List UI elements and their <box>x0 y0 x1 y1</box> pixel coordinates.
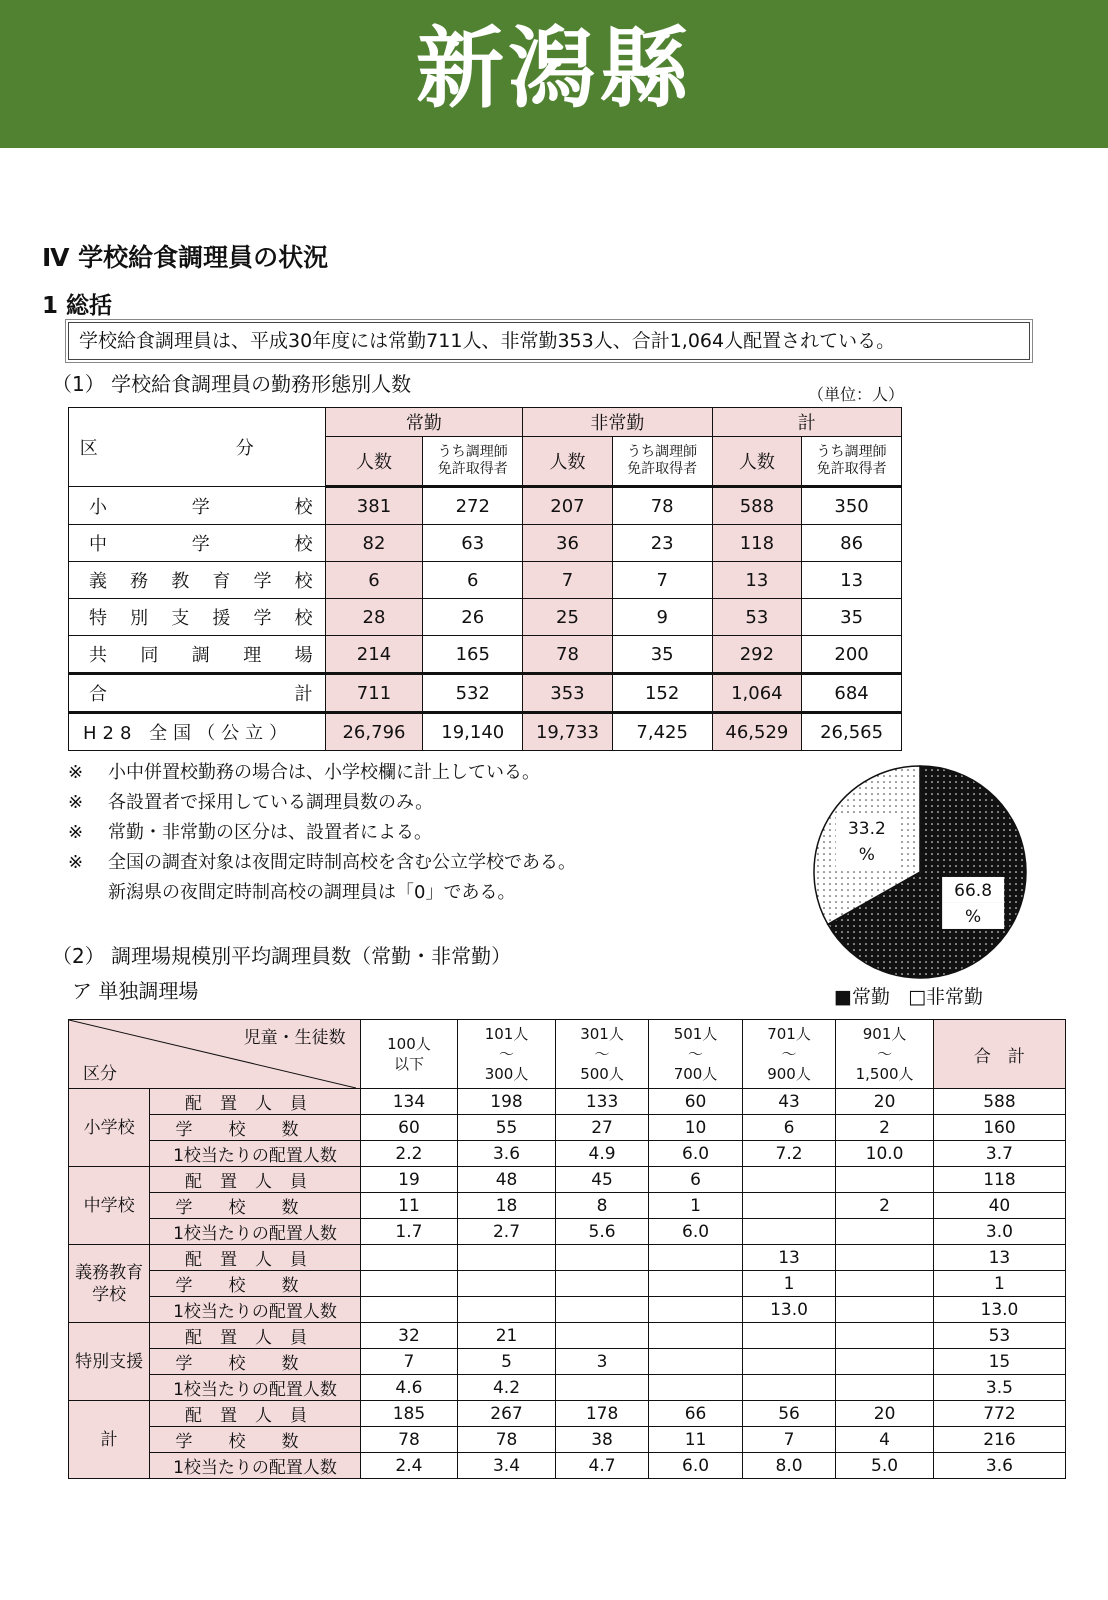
group-header-total: 計 <box>712 408 901 437</box>
group-header-parttime: 非常勤 <box>523 408 712 437</box>
table-cell <box>742 1193 836 1219</box>
table-cell: 3.4 <box>458 1453 556 1479</box>
table-cell: 3.6 <box>933 1453 1065 1479</box>
table2-title: （2） 調理場規模別平均調理員数（常勤・非常勤） <box>52 944 512 968</box>
table-row <box>69 636 902 674</box>
note-1: ※ 小中併置校勤務の場合は、小学校欄に計上している。 <box>68 762 540 783</box>
table-cell: 4.9 <box>555 1141 649 1167</box>
table-cell <box>836 1297 934 1323</box>
table-cell: 160 <box>933 1115 1065 1141</box>
table-cell: 35 <box>612 636 712 674</box>
table-cell: 60 <box>360 1115 458 1141</box>
table-cell <box>836 1323 934 1349</box>
table-cell: 4 <box>836 1427 934 1453</box>
table-cell: 9 <box>612 599 712 636</box>
table2-subtitle: ア 単独調理場 <box>72 979 199 1003</box>
table-cell: 18 <box>458 1193 556 1219</box>
row-label: 学校数 <box>150 1427 360 1453</box>
table-cell: 8.0 <box>742 1453 836 1479</box>
col-head-6: 901人 ～ 1,500人 <box>836 1020 934 1089</box>
table-row <box>69 1245 1066 1271</box>
table-cell: 1 <box>742 1271 836 1297</box>
group-label: 義務教育学校 <box>69 1245 150 1323</box>
table-cell: 28 <box>325 599 423 636</box>
corner-bottom-label: 区分 <box>83 1064 117 1084</box>
table-cell: 10 <box>649 1115 743 1141</box>
subheader-count: 人数 <box>712 437 802 487</box>
table-cell: 6 <box>742 1115 836 1141</box>
table-cell <box>649 1323 743 1349</box>
col-head-3: 301人 ～ 500人 <box>555 1020 649 1089</box>
table-cell: 3 <box>555 1349 649 1375</box>
table-cell <box>742 1323 836 1349</box>
table-cell <box>742 1167 836 1193</box>
table-cell: 10.0 <box>836 1141 934 1167</box>
table-cell: 216 <box>933 1427 1065 1453</box>
pie-data-label: 33.2 <box>847 819 886 840</box>
table-cell <box>458 1297 556 1323</box>
table-row <box>69 1401 1066 1427</box>
table-cell: 13 <box>802 562 902 599</box>
table-cell: 684 <box>802 674 902 713</box>
subheader-licensed: うち調理師 免許取得者 <box>802 437 902 487</box>
row-label: 義務教育学校 <box>69 562 326 599</box>
table-cell: 82 <box>325 525 423 562</box>
table-cell <box>742 1219 836 1245</box>
table-cell: 26 <box>423 599 523 636</box>
table-cell: 7.2 <box>742 1141 836 1167</box>
table-cell: 200 <box>802 636 902 674</box>
table-cell <box>360 1245 458 1271</box>
table-cell: 53 <box>933 1323 1065 1349</box>
table-cell: 20 <box>836 1089 934 1115</box>
legend-parttime: □非常勤 <box>908 986 984 1008</box>
table-cell <box>836 1219 934 1245</box>
table-cell: 267 <box>458 1401 556 1427</box>
table-cell: 588 <box>933 1089 1065 1115</box>
row-label: 1校当たりの配置人数 <box>150 1375 360 1401</box>
table-cell: 43 <box>742 1089 836 1115</box>
table-cell: 6 <box>325 562 423 599</box>
table-row <box>69 599 902 636</box>
table-cell <box>649 1271 743 1297</box>
table-cell: 4.2 <box>458 1375 556 1401</box>
table-cell: 78 <box>523 636 613 674</box>
table-cell: 7 <box>742 1427 836 1453</box>
table-cell: 78 <box>612 487 712 525</box>
table-cell: 78 <box>360 1427 458 1453</box>
table-cell <box>555 1375 649 1401</box>
table-cell: 350 <box>802 487 902 525</box>
table-cell: 4.7 <box>555 1453 649 1479</box>
row-label: 配置人員 <box>150 1401 360 1427</box>
subsection-heading: 1 総括 <box>42 293 113 319</box>
table-cell: 19 <box>360 1167 458 1193</box>
table-cell: 198 <box>458 1089 556 1115</box>
table-row <box>69 1453 1066 1479</box>
table-cell: 6.0 <box>649 1219 743 1245</box>
corner-header <box>69 1020 361 1089</box>
table-cell <box>649 1245 743 1271</box>
table-row <box>69 1167 1066 1193</box>
summary-box: 学校給食調理員は、平成30年度には常勤711人、非常勤353人、合計1,064人配置されている。 <box>68 322 1030 360</box>
corner-top-label: 児童・生徒数 <box>243 1028 346 1048</box>
table-cell: 7,425 <box>612 713 712 751</box>
table-row <box>69 1375 1066 1401</box>
table-cell: 15 <box>933 1349 1065 1375</box>
row-label: 配置人員 <box>150 1167 360 1193</box>
table-cell <box>836 1271 934 1297</box>
row-label: 配置人員 <box>150 1089 360 1115</box>
table-cell: 19,733 <box>523 713 613 751</box>
table-row <box>69 525 902 562</box>
subheader-licensed: うち調理師 免許取得者 <box>423 437 523 487</box>
table-cell: 3.0 <box>933 1219 1065 1245</box>
table-cell: 55 <box>458 1115 556 1141</box>
note-2: ※ 各設置者で採用している調理員数のみ。 <box>68 792 434 813</box>
table-cell <box>836 1167 934 1193</box>
row-label: 1校当たりの配置人数 <box>150 1219 360 1245</box>
col-header-category: 区 分 <box>69 408 326 487</box>
table-cell <box>836 1349 934 1375</box>
table-cell: 19,140 <box>423 713 523 751</box>
table-cell: 2.4 <box>360 1453 458 1479</box>
group-label: 計 <box>69 1401 150 1479</box>
table-cell: 13.0 <box>742 1297 836 1323</box>
table-cell <box>649 1297 743 1323</box>
table-cell: 272 <box>423 487 523 525</box>
table-cell: 38 <box>555 1427 649 1453</box>
table-cell: 532 <box>423 674 523 713</box>
row-label: 1校当たりの配置人数 <box>150 1453 360 1479</box>
table-cell: 214 <box>325 636 423 674</box>
col-head-2: 101人 ～ 300人 <box>458 1020 556 1089</box>
row-label: 特別支援学校 <box>69 599 326 636</box>
table-cell <box>555 1323 649 1349</box>
table-cell: 45 <box>555 1167 649 1193</box>
table-cell: 11 <box>649 1427 743 1453</box>
table-cell: 56 <box>742 1401 836 1427</box>
table-cell: 2.2 <box>360 1141 458 1167</box>
table-cell: 2.7 <box>458 1219 556 1245</box>
table-cell: 66 <box>649 1401 743 1427</box>
table-cell: 7 <box>360 1349 458 1375</box>
row-label: 配置人員 <box>150 1245 360 1271</box>
table-cell: 118 <box>933 1167 1065 1193</box>
note-3: ※ 常勤・非常勤の区分は、設置者による。 <box>68 822 432 843</box>
table-cell <box>742 1375 836 1401</box>
table-cell <box>836 1375 934 1401</box>
table-cell: 6.0 <box>649 1141 743 1167</box>
row-label: 1校当たりの配置人数 <box>150 1297 360 1323</box>
table-cell <box>360 1271 458 1297</box>
table-row <box>69 1349 1066 1375</box>
group-label: 小学校 <box>69 1089 150 1167</box>
table-row <box>69 1427 1066 1453</box>
table-row <box>69 1141 1066 1167</box>
header-banner <box>0 0 1108 148</box>
table-cell: 6 <box>649 1167 743 1193</box>
group-label: 中学校 <box>69 1167 150 1245</box>
table-cell: 13 <box>712 562 802 599</box>
table-cell: 13.0 <box>933 1297 1065 1323</box>
table-row <box>69 487 902 525</box>
employment-pie-chart <box>810 762 1030 982</box>
subheader-licensed: うち調理師 免許取得者 <box>612 437 712 487</box>
table-cell <box>555 1245 649 1271</box>
table-row <box>69 1323 1066 1349</box>
subheader-count: 人数 <box>523 437 613 487</box>
table-cell <box>360 1297 458 1323</box>
note-4: ※ 全国の調査対象は夜間定時制高校を含む公立学校である。 <box>68 852 576 873</box>
table-cell: 21 <box>458 1323 556 1349</box>
pie-data-label: % <box>965 906 982 927</box>
table-cell: 25 <box>523 599 613 636</box>
table-cell: 1.7 <box>360 1219 458 1245</box>
row-label: 学校数 <box>150 1115 360 1141</box>
table-cell: 11 <box>360 1193 458 1219</box>
table-cell <box>836 1245 934 1271</box>
table-cell: 20 <box>836 1401 934 1427</box>
table-cell: 2 <box>836 1193 934 1219</box>
section-heading: Ⅳ 学校給食調理員の状況 <box>42 243 329 272</box>
table-cell: 152 <box>612 674 712 713</box>
row-label: 学校数 <box>150 1193 360 1219</box>
table-cell: 165 <box>423 636 523 674</box>
group-header-fulltime: 常勤 <box>325 408 523 437</box>
table-cell: 133 <box>555 1089 649 1115</box>
table-cell: 6 <box>423 562 523 599</box>
table-cell: 178 <box>555 1401 649 1427</box>
table-cell: 772 <box>933 1401 1065 1427</box>
table-cell: 32 <box>360 1323 458 1349</box>
table-cell: 46,529 <box>712 713 802 751</box>
table-cell: 26,796 <box>325 713 423 751</box>
table-cell: 86 <box>802 525 902 562</box>
table-row <box>69 1297 1066 1323</box>
table-cell: 7 <box>523 562 613 599</box>
table-cell: 3.5 <box>933 1375 1065 1401</box>
table-cell: 118 <box>712 525 802 562</box>
unit-label: （単位：人） <box>808 385 905 404</box>
table-cell: 8 <box>555 1193 649 1219</box>
table-cell: 63 <box>423 525 523 562</box>
table-cell <box>458 1271 556 1297</box>
table-cell: 60 <box>649 1089 743 1115</box>
legend-fulltime: ■常勤 <box>834 986 890 1008</box>
row-label: 小学校 <box>69 487 326 525</box>
table-cell: 40 <box>933 1193 1065 1219</box>
table-cell <box>555 1297 649 1323</box>
row-label: 共同調理場 <box>69 636 326 674</box>
col-head-1: 100人 以下 <box>360 1020 458 1089</box>
table-cell: 5.6 <box>555 1219 649 1245</box>
col-head-4: 501人 ～ 700人 <box>649 1020 743 1089</box>
table-cell: 35 <box>802 599 902 636</box>
table-cell: 7 <box>612 562 712 599</box>
table-cell: 292 <box>712 636 802 674</box>
table1-title: （1） 学校給食調理員の勤務形態別人数 <box>52 372 412 396</box>
table-cell: 78 <box>458 1427 556 1453</box>
prefecture-title: 新潟縣 <box>415 17 692 120</box>
table-cell <box>742 1349 836 1375</box>
table-cell: 4.6 <box>360 1375 458 1401</box>
table-cell: 185 <box>360 1401 458 1427</box>
row-label: 中学校 <box>69 525 326 562</box>
table-row <box>69 1193 1066 1219</box>
table-row <box>69 1089 1066 1115</box>
table-cell: 27 <box>555 1115 649 1141</box>
table-cell: 53 <box>712 599 802 636</box>
note-5: 新潟県の夜間定時制高校の調理員は「0」である。 <box>108 882 516 903</box>
table-cell: 3.7 <box>933 1141 1065 1167</box>
table-cell: 13 <box>933 1245 1065 1271</box>
table-cell: 5.0 <box>836 1453 934 1479</box>
kitchen-size-table <box>68 1019 1066 1479</box>
table-cell: 23 <box>612 525 712 562</box>
pie-legend <box>834 982 983 1009</box>
col-head-total: 合 計 <box>933 1020 1065 1089</box>
pie-data-label: 66.8 <box>954 880 993 901</box>
table-cell <box>458 1245 556 1271</box>
table-cell: 6.0 <box>649 1453 743 1479</box>
table-row <box>69 562 902 599</box>
table-cell: 36 <box>523 525 613 562</box>
table-cell: 1,064 <box>712 674 802 713</box>
table-cell: 353 <box>523 674 613 713</box>
table-cell: 381 <box>325 487 423 525</box>
table-cell <box>649 1349 743 1375</box>
row-label: 学校数 <box>150 1271 360 1297</box>
table-cell: 3.6 <box>458 1141 556 1167</box>
col-head-5: 701人 ～ 900人 <box>742 1020 836 1089</box>
table-cell: 588 <box>712 487 802 525</box>
row-label: 1校当たりの配置人数 <box>150 1141 360 1167</box>
table-cell: 2 <box>836 1115 934 1141</box>
table-cell: 13 <box>742 1245 836 1271</box>
table-row <box>69 1115 1066 1141</box>
staff-by-employment-table <box>68 407 902 751</box>
table-cell <box>555 1271 649 1297</box>
table-cell: 26,565 <box>802 713 902 751</box>
table-row <box>69 674 902 713</box>
table-row <box>69 1219 1066 1245</box>
table-cell: 207 <box>523 487 613 525</box>
row-label: 配置人員 <box>150 1323 360 1349</box>
row-label: H28 全国（公立） <box>69 713 326 751</box>
table-row <box>69 713 902 751</box>
table-cell: 134 <box>360 1089 458 1115</box>
pie-data-label: % <box>858 845 875 866</box>
table-cell: 48 <box>458 1167 556 1193</box>
row-label: 学校数 <box>150 1349 360 1375</box>
subheader-count: 人数 <box>325 437 423 487</box>
table-cell: 711 <box>325 674 423 713</box>
table-cell <box>649 1375 743 1401</box>
table-cell: 5 <box>458 1349 556 1375</box>
table-row <box>69 1271 1066 1297</box>
table-cell: 1 <box>933 1271 1065 1297</box>
row-label: 合計 <box>69 674 326 713</box>
table-cell: 1 <box>649 1193 743 1219</box>
group-label: 特別支援 <box>69 1323 150 1401</box>
